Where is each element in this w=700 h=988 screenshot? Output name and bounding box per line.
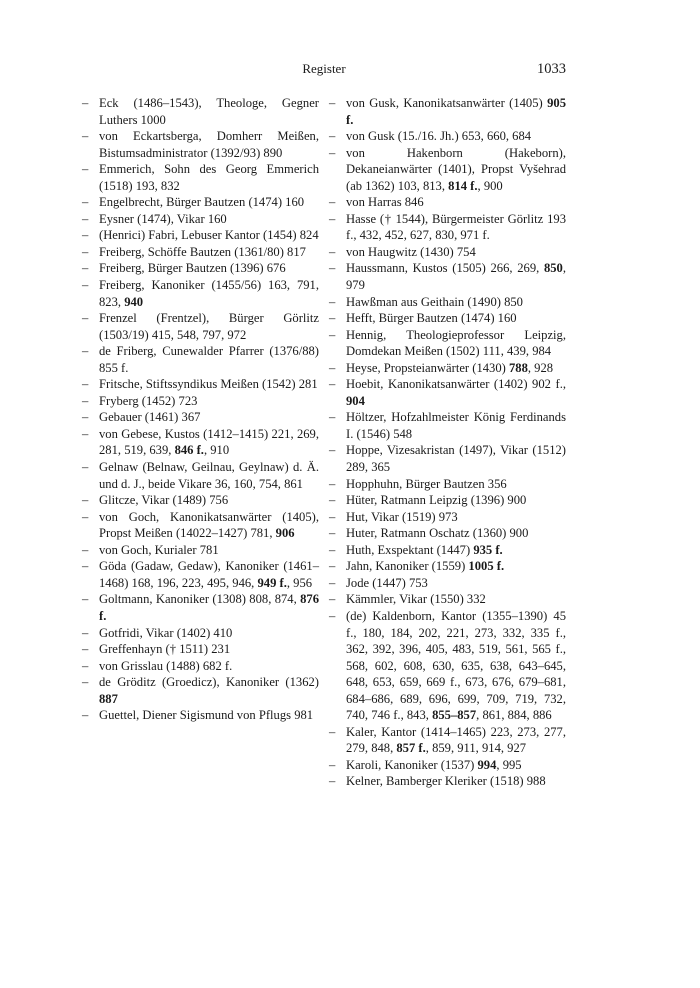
index-entry	[82, 95, 319, 128]
entry-text: von Goch, Kanonikatsanwärter (1405), Propst Meißen (14022–1427) 781,	[99, 509, 319, 541]
entry-dash: –	[329, 410, 336, 425]
index-entry	[82, 376, 319, 393]
entry-dash: –	[82, 344, 89, 359]
entry-dash: –	[82, 426, 89, 441]
entry-text: Goltmann, Kanoniker (1308) 808, 874,	[99, 592, 301, 607]
entry-principal-page: 904	[346, 393, 365, 408]
index-entry	[82, 509, 319, 542]
entry-text: Eysner (1474), Vikar 160	[99, 211, 227, 226]
entry-principal-page: 788	[508, 360, 528, 375]
entry-text: Huth, Exspektant (1447)	[346, 542, 474, 557]
index-entry	[82, 161, 319, 194]
entry-dash: –	[82, 493, 89, 508]
entry-text: Gotfridi, Vikar (1402) 410	[99, 625, 233, 640]
index-entry	[82, 128, 319, 161]
index-entry	[329, 409, 566, 442]
entry-dash: –	[82, 675, 89, 690]
entry-principal-page: 887	[99, 691, 118, 706]
entry-text-after: , 900	[477, 178, 503, 193]
index-entry	[82, 194, 319, 211]
entry-text: Hennig, Theologieprofessor Leipzig, Domdekan Meißen (1502) 111, 439, 984	[346, 327, 566, 359]
index-entry	[329, 724, 566, 757]
index-entry	[329, 128, 566, 145]
entry-principal-page: 906	[275, 526, 295, 541]
index-entry	[82, 244, 319, 261]
entry-text: Jode (1447) 753	[346, 575, 428, 590]
entry-dash: –	[329, 294, 336, 309]
index-entry	[82, 492, 319, 509]
entry-dash: –	[82, 278, 89, 293]
entry-text: von Harras 846	[346, 195, 424, 210]
running-title: Register	[302, 61, 346, 76]
entry-principal-page: 935 f.	[473, 542, 503, 557]
entry-principal-page: 1005 f.	[468, 559, 505, 574]
index-entry	[82, 625, 319, 642]
entry-principal-page: 949 f.	[257, 575, 287, 590]
entry-dash: –	[329, 443, 336, 458]
entry-text: Fritsche, Stiftssyndikus Meißen (1542) 281	[99, 377, 318, 392]
entry-principal-page: 855–857	[432, 708, 477, 723]
entry-text: von Hakenborn (Hakeborn), Dekaneianwärter (1401), Propst Vyšehrad (ab 1362) 103, 813,	[346, 145, 566, 193]
entry-text: Gelnaw (Belnaw, Geilnau, Geylnaw) d. Ä. und d. J., beide Vikare 36, 160, 754, 861	[99, 460, 319, 491]
index-entry	[329, 492, 566, 509]
entry-dash: –	[329, 244, 336, 259]
entry-text: von Grisslau (1488) 682 f.	[99, 658, 233, 673]
entry-dash: –	[82, 96, 89, 110]
index-entry	[329, 294, 566, 311]
index-entry	[82, 393, 319, 410]
entry-dash: –	[329, 145, 336, 160]
entry-principal-page: 876 f.	[99, 592, 319, 623]
entry-text: von Gebese, Kustos (1412–1415) 221, 269, 281, 519, 639,	[99, 426, 319, 458]
entry-dash: –	[329, 592, 336, 607]
index-entry	[82, 343, 319, 376]
entry-text: Hoebit, Kanonikatsanwärter (1402) 902 f.,	[346, 377, 566, 392]
entry-text: Hoppe, Vizesakristan (1497), Vikar (1512) 289, 365	[346, 443, 566, 475]
entry-dash: –	[329, 757, 336, 772]
entry-dash: –	[82, 377, 89, 392]
entry-text: Engelbrecht, Bürger Bautzen (1474) 160	[99, 195, 305, 210]
entry-text: Gebauer (1461) 367	[99, 410, 201, 425]
entry-text: Hasse († 1544), Bürgermeister Görlitz 193 f., 432, 452, 627, 830, 971 f.	[346, 211, 566, 243]
entry-dash: –	[82, 542, 89, 557]
entry-dash: –	[329, 608, 336, 623]
index-entry	[329, 757, 566, 774]
entry-text: von Gusk, Kanonikatsanwärter (1405)	[346, 96, 548, 110]
entry-dash: –	[82, 228, 89, 243]
index-entry	[329, 773, 566, 790]
index-entry	[82, 641, 319, 658]
entry-text: Frenzel (Frentzel), Bürger Görlitz (1503/19) 415, 548, 797, 972	[99, 311, 319, 342]
entry-text: Emmerich, Sohn des Georg Emmerich (1518) 193, 832	[99, 162, 319, 193]
entry-text: Guettel, Diener Sigismund von Pflugs 981	[99, 708, 314, 723]
entry-text: Huter, Ratmann Oschatz (1360) 900	[346, 526, 529, 541]
entry-dash: –	[82, 559, 89, 574]
entry-text: Kaler, Kantor (1414–1465) 223, 273, 277, 279, 848,	[346, 724, 566, 756]
entry-dash: –	[82, 410, 89, 425]
index-entry	[329, 327, 566, 360]
entry-dash: –	[329, 311, 336, 326]
entry-text-after: , 928	[527, 360, 554, 375]
index-entry	[329, 95, 566, 128]
entry-text-after: , 861, 884, 886	[476, 708, 552, 723]
entry-text: Hopphuhn, Bürger Bautzen 356	[346, 476, 507, 491]
entry-dash: –	[82, 393, 89, 408]
entry-dash: –	[82, 162, 89, 177]
index-entry	[329, 542, 566, 559]
index-entry	[82, 310, 319, 343]
entry-dash: –	[329, 774, 336, 789]
entry-text: von Eckartsberga, Domherr Meißen, Bistumsadministrator (1392/93) 890	[99, 129, 319, 160]
entry-text: Freiberg, Bürger Bautzen (1396) 676	[99, 261, 286, 276]
entry-text-after: , 956	[286, 575, 313, 590]
entry-principal-page: 940	[124, 294, 144, 309]
entry-principal-page: 814 f.	[448, 178, 478, 193]
entry-text: Kämmler, Vikar (1550) 332	[346, 592, 486, 607]
entry-text: Hefft, Bürger Bautzen (1474) 160	[346, 311, 517, 326]
entry-principal-page: 846 f.	[174, 443, 204, 458]
page-number: 1033	[537, 61, 566, 77]
entry-text: Freiberg, Schöffe Bautzen (1361/80) 817	[99, 244, 306, 259]
entry-dash: –	[329, 493, 336, 508]
entry-text: de Gröditz (Groedicz), Kanoniker (1362)	[99, 675, 319, 690]
entry-dash: –	[82, 211, 89, 226]
entry-dash: –	[329, 724, 336, 739]
entry-text: Haussmann, Kustos (1505) 266, 269,	[346, 261, 544, 276]
index-entry	[329, 509, 566, 526]
entry-dash: –	[329, 195, 336, 210]
index-entry	[82, 277, 319, 310]
index-entry	[329, 310, 566, 327]
entry-dash: –	[329, 96, 336, 110]
index-entry	[329, 260, 566, 293]
entry-text: Fryberg (1452) 723	[99, 393, 198, 408]
index-entry	[329, 442, 566, 475]
index-entry	[82, 211, 319, 228]
entry-text-after: , 910	[203, 443, 230, 458]
entry-text: Freiberg, Kanoniker (1455/56) 163, 791, 823,	[99, 278, 319, 309]
entry-principal-page: 850	[543, 261, 563, 276]
entry-principal-page: 857 f.	[396, 741, 426, 756]
index-entry	[329, 376, 566, 409]
entry-text: von Haugwitz (1430) 754	[346, 244, 476, 259]
index-entry	[329, 360, 566, 377]
entry-text: Eck (1486–1543), Theologe, Gegner Luthers 1000	[99, 96, 319, 127]
entry-text: von Goch, Kurialer 781	[99, 542, 219, 557]
entry-text-after: , 979	[346, 261, 566, 293]
index-entry	[329, 194, 566, 211]
entry-text-after: , 859, 911, 914, 927	[425, 741, 527, 756]
entry-dash: –	[329, 526, 336, 541]
entry-dash: –	[329, 377, 336, 392]
entry-dash: –	[82, 708, 89, 723]
entry-dash: –	[329, 261, 336, 276]
page-header	[82, 61, 566, 81]
entry-dash: –	[82, 460, 89, 475]
entry-dash: –	[329, 476, 336, 491]
index-entry	[82, 227, 319, 244]
entry-dash: –	[82, 129, 89, 144]
index-entry	[82, 707, 319, 724]
index-entry	[329, 211, 566, 244]
entry-dash: –	[82, 261, 89, 276]
entry-dash: –	[82, 625, 89, 640]
index-column-left	[82, 95, 319, 724]
entry-dash: –	[82, 592, 89, 607]
entry-dash: –	[82, 311, 89, 326]
index-entry	[329, 476, 566, 493]
entry-text: Kelner, Bamberger Kleriker (1518) 988	[346, 774, 546, 789]
entry-dash: –	[82, 658, 89, 673]
entry-text: Greffenhayn († 1511) 231	[99, 642, 231, 657]
entry-dash: –	[329, 211, 336, 226]
index-entry	[82, 591, 319, 624]
entry-text: de Friberg, Cunewalder Pfarrer (1376/88) 855 f.	[99, 344, 319, 375]
entry-text: von Gusk (15./16. Jh.) 653, 660, 684	[346, 129, 532, 144]
entry-dash: –	[82, 244, 89, 259]
index-entry	[82, 409, 319, 426]
entry-dash: –	[329, 559, 336, 574]
index-entry	[329, 575, 566, 592]
entry-dash: –	[329, 575, 336, 590]
entry-text: Höltzer, Hofzahlmeister König Ferdinands I. (1546) 548	[346, 410, 566, 441]
index-entry	[82, 558, 319, 591]
entry-dash: –	[82, 509, 89, 524]
entry-dash: –	[329, 129, 336, 144]
entry-dash: –	[329, 542, 336, 557]
index-column-right	[329, 95, 566, 790]
entry-dash: –	[82, 642, 89, 657]
entry-dash: –	[329, 327, 336, 342]
entry-text: Jahn, Kanoniker (1559)	[346, 559, 469, 574]
index-entry	[329, 145, 566, 195]
index-entry	[82, 426, 319, 459]
entry-text: (Henrici) Fabri, Lebuser Kantor (1454) 824	[99, 228, 319, 243]
entry-text: Hut, Vikar (1519) 973	[346, 509, 458, 524]
index-entry	[329, 591, 566, 608]
entry-text-after: , 995	[496, 757, 522, 772]
entry-dash: –	[329, 509, 336, 524]
entry-dash: –	[329, 360, 336, 375]
index-entry	[329, 558, 566, 575]
index-entry	[82, 658, 319, 675]
index-entry	[329, 244, 566, 261]
entry-principal-page: 905 f.	[346, 96, 566, 127]
index-entry	[82, 542, 319, 559]
entry-text: Karoli, Kanoniker (1537)	[346, 757, 478, 772]
index-entry	[329, 525, 566, 542]
entry-text: Hüter, Ratmann Leipzig (1396) 900	[346, 493, 527, 508]
entry-text: Hawßman aus Geithain (1490) 850	[346, 294, 523, 309]
entry-principal-page: 994	[477, 757, 497, 772]
index-entry	[82, 260, 319, 277]
index-entry	[82, 674, 319, 707]
entry-text: Heyse, Propsteianwärter (1430)	[346, 360, 509, 375]
index-entry	[329, 608, 566, 724]
index-entry	[82, 459, 319, 492]
entry-dash: –	[82, 195, 89, 210]
entry-text: Glitcze, Vikar (1489) 756	[99, 493, 229, 508]
entry-text: Göda (Gadaw, Gedaw), Kanoniker (1461–1468) 168, 196, 223, 495, 946,	[99, 559, 319, 590]
entry-text: (de) Kaldenborn, Kantor (1355–1390) 45 f., 180, 184, 202, 221, 273, 332, 335 f., 362, 392, 396, 405, 483, 519, 561, 565 f., 568, 602, 608, 630, 635, 638, 643–645, 648, 653, 659, 669 f., 673, 676, 679–681, 684–686, 689, 696, 699, 709, 719, 732, 740, 746 f., 843,	[346, 608, 566, 723]
